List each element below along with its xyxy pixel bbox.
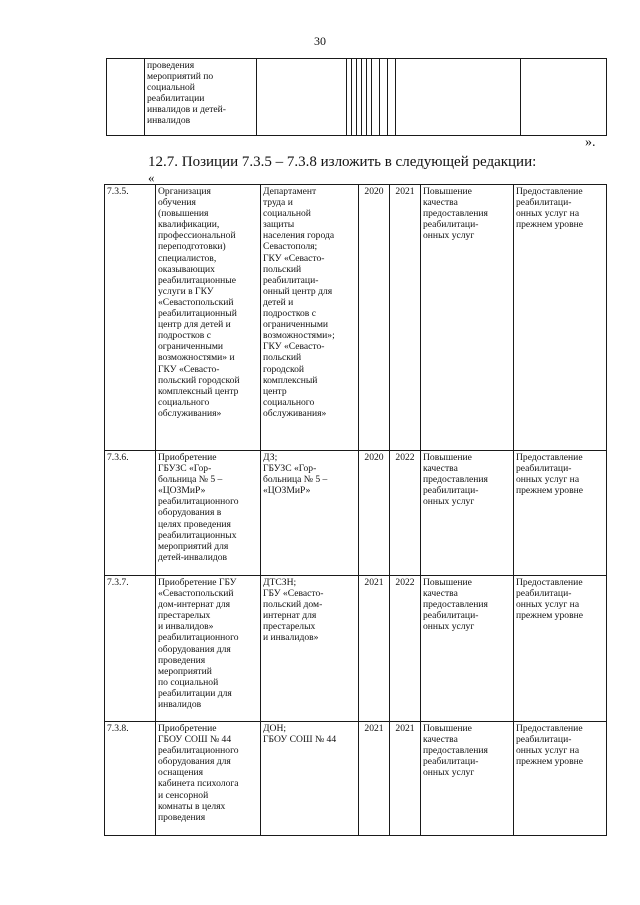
fragment-empty-cell bbox=[521, 59, 607, 136]
section-heading: 12.7. Позиции 7.3.5 – 7.3.8 изложить в следующей редакции: bbox=[148, 154, 537, 170]
executor-cell: Департамент труда и социальной защиты населения города Севастополя; ГКУ «Севасто- польский реабилитаци- онный центр для детей и подростков с ограниченными возможностями»; ГКУ «Севасто- польский городской комплексный центр социального обслуживания» bbox=[261, 185, 359, 451]
measure-cell: Приобретение ГБОУ СОШ № 44 реабилитационного оборудования для оснащения кабинета психолога и сенсорной комнаты в целях проведения bbox=[156, 722, 261, 836]
row-number: 7.3.8. bbox=[105, 722, 156, 836]
fragment-empty-cell bbox=[396, 59, 521, 136]
fragment-empty-cell bbox=[388, 59, 396, 136]
end-year: 2022 bbox=[390, 451, 421, 576]
executor-cell: ДТСЗН; ГБУ «Севасто- польский дом- интернат для престарелых и инвалидов» bbox=[261, 576, 359, 722]
row-number: 7.3.6. bbox=[105, 451, 156, 576]
fragment-measure-cell: проведения мероприятий по социальной реабилитации инвалидов и детей- инвалидов bbox=[145, 59, 257, 136]
opening-quote: « bbox=[148, 170, 155, 185]
closing-quote: ». bbox=[585, 135, 596, 150]
row-number: 7.3.7. bbox=[105, 576, 156, 722]
end-year: 2022 bbox=[390, 576, 421, 722]
start-year: 2021 bbox=[359, 722, 390, 836]
result-cell: Повышение качества предоставления реабилитаци- онных услуг bbox=[421, 451, 514, 576]
indicator-cell: Предоставление реабилитаци- онных услуг на прежнем уровне bbox=[514, 576, 607, 722]
indicator-cell: Предоставление реабилитаци- онных услуг на прежнем уровне bbox=[514, 451, 607, 576]
fragment-empty-cell bbox=[372, 59, 380, 136]
continued-table-fragment bbox=[106, 58, 607, 136]
end-year: 2021 bbox=[390, 185, 421, 451]
executor-cell: ДЗ; ГБУЗС «Гор- больница № 5 – «ЦОЗМиР» bbox=[261, 451, 359, 576]
fragment-num-cell bbox=[107, 59, 145, 136]
table-row bbox=[105, 185, 607, 451]
measure-cell: Приобретение ГБУ «Севастопольский дом-интернат для престарелых и инвалидов» реабилитационного оборудования для проведения мероприятий по социальной реабилитации для инвалидов bbox=[156, 576, 261, 722]
page-number: 30 bbox=[314, 34, 326, 48]
table-row bbox=[105, 451, 607, 576]
indicator-cell: Предоставление реабилитаци- онных услуг на прежнем уровне bbox=[514, 722, 607, 836]
start-year: 2020 bbox=[359, 185, 390, 451]
result-cell: Повышение качества предоставления реабилитаци- онных услуг bbox=[421, 722, 514, 836]
result-cell: Повышение качества предоставления реабилитаци- онных услуг bbox=[421, 576, 514, 722]
fragment-empty-cell bbox=[380, 59, 388, 136]
start-year: 2021 bbox=[359, 576, 390, 722]
end-year: 2021 bbox=[390, 722, 421, 836]
fragment-empty-cell bbox=[257, 59, 347, 136]
table-row bbox=[105, 722, 607, 836]
start-year: 2020 bbox=[359, 451, 390, 576]
table-row bbox=[105, 576, 607, 722]
result-cell: Повышение качества предоставления реабилитаци- онных услуг bbox=[421, 185, 514, 451]
row-number: 7.3.5. bbox=[105, 185, 156, 451]
measure-cell: Организация обучения (повышения квалификации, профессиональной переподготовки) специалистов, оказывающих реабилитационные услуги в ГКУ «Севастопольский реабилитационный центр для детей и подростков с ограниченными возможностями» и ГКУ «Севасто- польский городской комплексный центр социального обслуживания» bbox=[156, 185, 261, 451]
measure-cell: Приобретение ГБУЗС «Гор- больница № 5 – «ЦОЗМиР» реабилитационного оборудования в целях проведения реабилитационных мероприятий для детей-инвалидов bbox=[156, 451, 261, 576]
positions-table bbox=[104, 184, 607, 836]
indicator-cell: Предоставление реабилитаци- онных услуг на прежнем уровне bbox=[514, 185, 607, 451]
executor-cell: ДОН; ГБОУ СОШ № 44 bbox=[261, 722, 359, 836]
